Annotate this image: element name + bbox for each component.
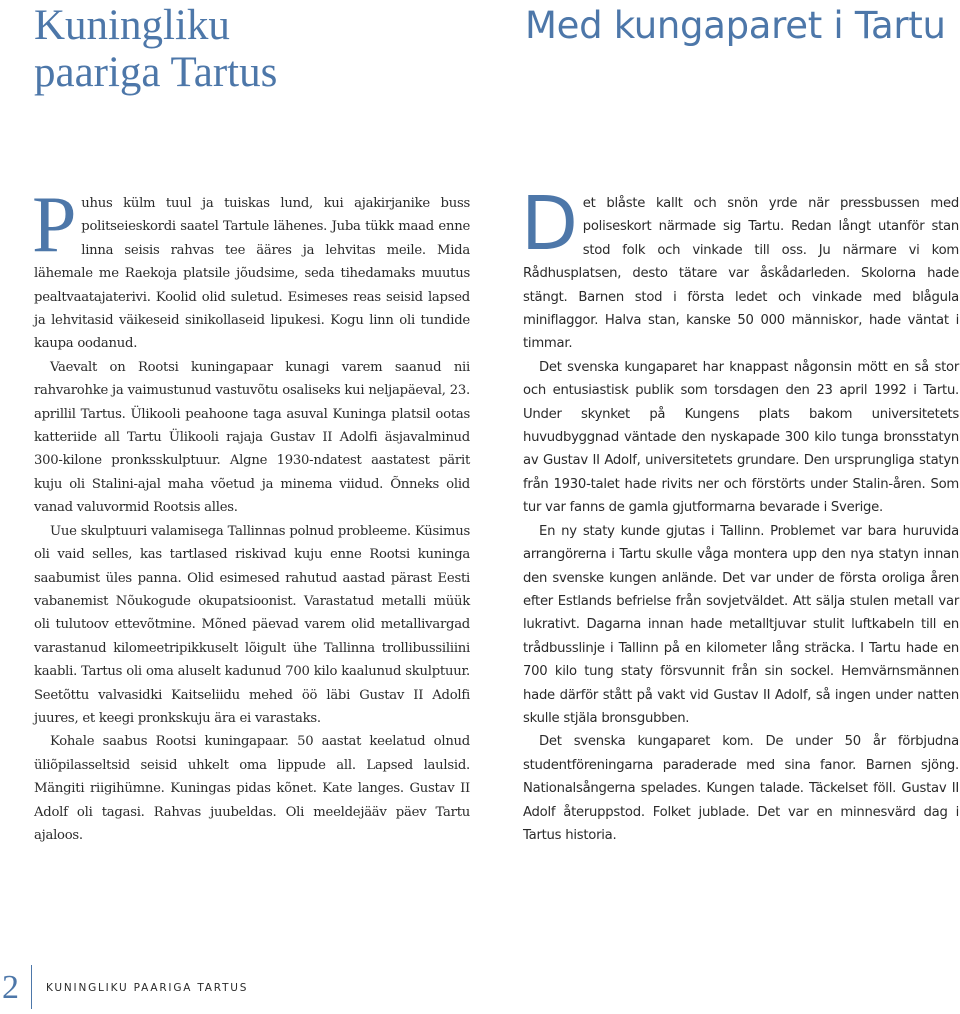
paragraph-4: Det svenska kungaparet kom. De under 50 år förbjudna studentföreningarna paraderade med sina fanor. Barnen sjöng. Nationalsångerna spelades. Kungen talade. Täckelset föll. Gustav II Adolf återuppstod. Folket jublade. Det var en minnesvärd dag i Tartus historia.	[523, 734, 959, 843]
title-line-1: Kuningliku	[34, 2, 230, 49]
paragraph-3: En ny staty kunde gjutas i Tallinn. Problemet var bara huruvida arrangörerna i Tartu skulle våga montera upp den nya statyn innan den svenske kungen anlände. Det var under de första oroliga åren efter Estlands befrielse från sovjetväldet. Att sälja stulen metall var lukrativt. Dagarna innan hade metalltjuvar stulit luftkabeln till en trådbusslinje i Tallinn på en kilometer lång sträcka. I Tartu hade en 700 kilo tung staty försvunnit från sin sockel. Hemvärnsmännen hade därför stått på vakt vid Gustav II Adolf, så ingen under natten skulle stjäla bronsgubben.	[523, 523, 959, 726]
page-number: 2	[2, 969, 19, 1006]
page-title-swedish: Med kungaparet i Tartu	[525, 4, 946, 47]
paragraph-2: Det svenska kungaparet har knappast någonsin mött en så stor och entusiastisk publik som torsdagen den 23 april 1992 i Tartu. Under skynket på Kungens plats bakom universitetets huvudbyggnad väntade den nyskapade 300 kilo tunga bronsstatyn av Gustav II Adolf, universitetets grundare. Den ursprungliga statyn från 1930-talet hade rivits ner och förstörts under Stalin-åren. Som tur var fanns de gamla gjutformarna bevarade i Sverige.	[523, 359, 959, 516]
paragraph-2: Vaevalt on Rootsi kuningapaar kunagi varem saanud nii rahvarohke ja vaimustunud vastuvõtu osaliseks kui neljapäeval, 23. aprillil Tartus. Ülikooli peahoone taga asuval Kuninga platsil ootas katteriide all Tartu Ülikooli rajaja Gustav II Adolfi äsjavalminud 300-kilone pronksskulptuur. Algne 1930-ndatest aastatest pärit kuju oli Stalini-ajal maha võetud ja minema viidud. Õnneks olid vanad valuvormid Rootsis alles.	[34, 359, 470, 516]
page-title-estonian	[34, 2, 454, 96]
paragraph-1	[32, 181, 470, 356]
drop-cap: D	[521, 181, 578, 267]
article-column-swedish	[521, 181, 959, 847]
article-column-estonian	[32, 181, 470, 847]
running-title: KUNINGLIKU PAARIGA TARTUS	[46, 982, 249, 994]
paragraph-4: Kohale saabus Rootsi kuningapaar. 50 aastat keelatud olnud üliõpilasseltsid seisid uhkelt oma lippude all. Lapsed laulsid. Mängiti riigihümne. Kuningas pidas kõnet. Kate langes. Gustav II Adolf oli tagasi. Rahvas juubeldas. Oli meeldejääv päev Tartu ajaloos.	[34, 734, 470, 843]
footer-divider	[31, 965, 32, 1009]
paragraph-1	[521, 181, 959, 356]
drop-cap: P	[32, 181, 77, 269]
paragraph-1-text: uhus külm tuul ja tuiskas lund, kui ajakirjanike buss politseieskordi saatel Tartule lähenes. Juba tükk maad enne linna seisis rahvas tee ääres ja lehvitas meile. Mida lähemale me Raekoja platsile jõudsime, seda tihedamaks muutus pealtvaatajaterivi. Koolid olid suletud. Esimeses reas seisid lapsed ja lehvitasid väikeseid sinikollaseid lipukesi. Kogu linn oli tundide kaupa oodanud.	[34, 196, 470, 352]
paragraph-1-text: et blåste kallt och snön yrde när pressbussen med poliseskort närmade sig Tartu. Redan långt utanför stan stod folk och vinkade till oss. Ju närmare vi kom Rådhusplatsen, desto tätare var åskådarleden. Skolorna hade stängt. Barnen stod i första ledet och vinkade med blågula miniflaggor. Halva stan, kanske 50 000 människor, hade väntat i timmar.	[523, 196, 959, 352]
title-line-2: paariga Tartus	[34, 49, 278, 96]
paragraph-3: Uue skulptuuri valamisega Tallinnas polnud probleeme. Küsimus oli vaid selles, kas tartlased riskivad kuju enne Rootsi kuninga saabumist üles panna. Olid esimesed rahutud aastad pärast Eesti vabanemist Nõukogude okupatsioonist. Varastatud metalli müük oli tulutoov ettevõtmine. Mõned päevad varem olid metallivargad varastanud kilomeetripikkuselt lõigult ühe Tallinna trollibussiliini kaabli. Tartus oli oma aluselt kadunud 700 kilo kaalunud skulptuur. Seetõttu valvasidki Kaitseliidu mehed öö läbi Gustav II Adolfi juures, et keegi pronkskuju ära ei varastaks.	[34, 523, 470, 726]
